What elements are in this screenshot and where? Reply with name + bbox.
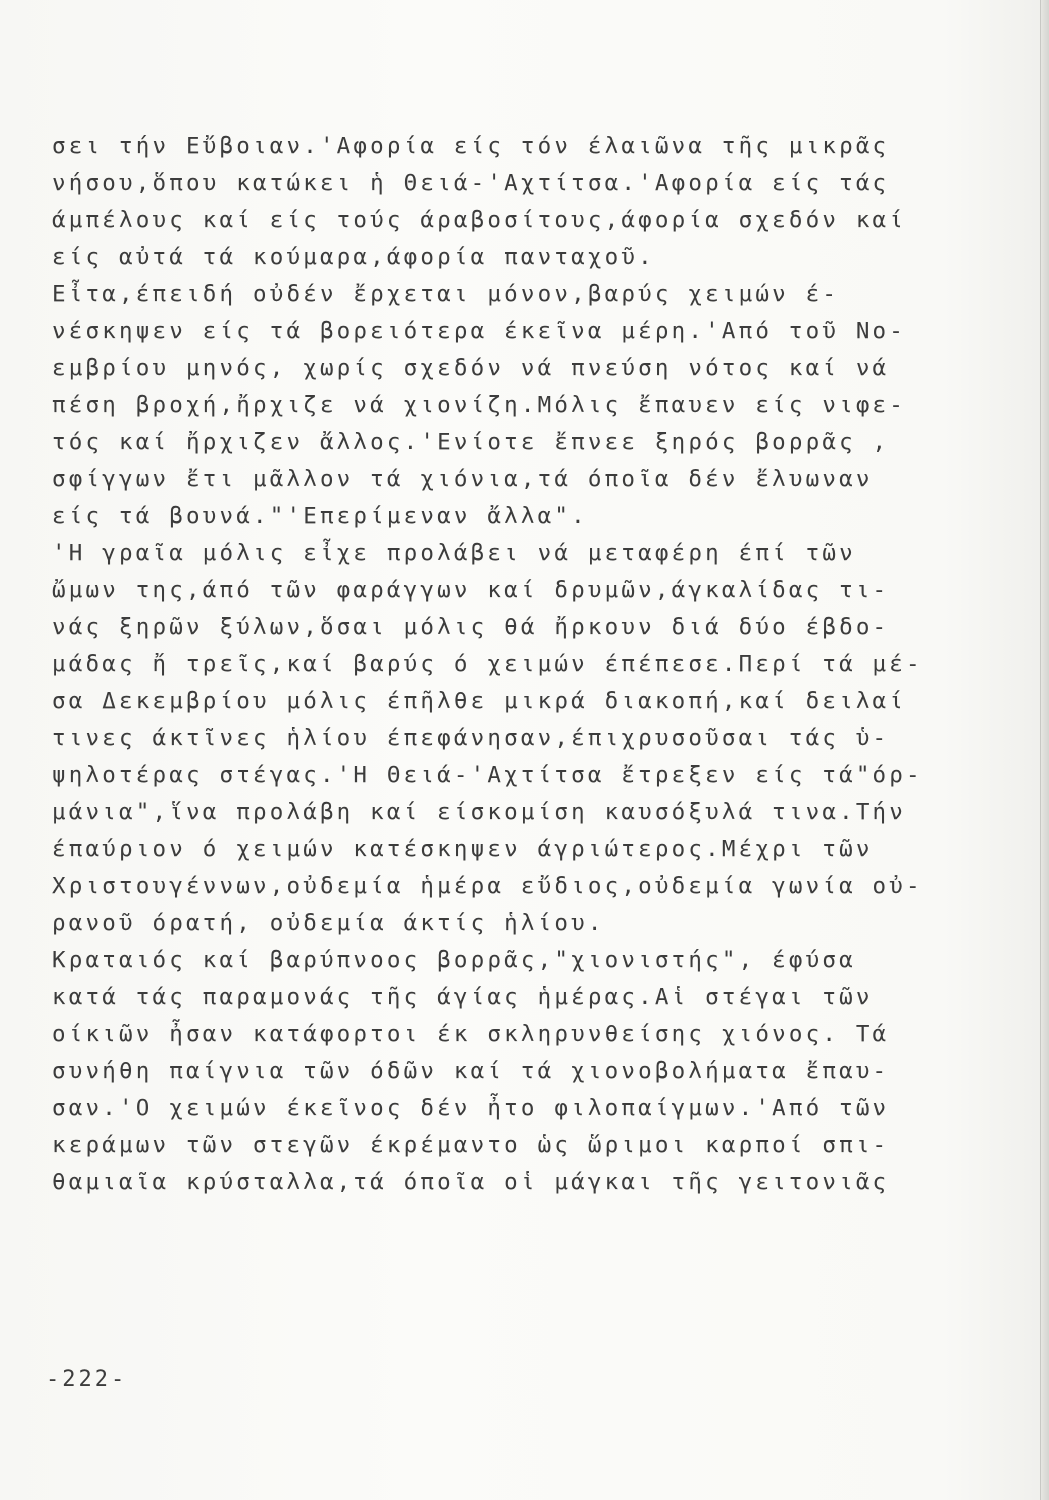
- text-line: ψηλοτέρας στέγας.'Η Θειά-'Αχτίτσα ἔτρεξεν είς τά"όρ-: [52, 762, 923, 788]
- text-line: οίκιῶν ἦσαν κατάφορτοι έκ σκληρυνθείσης χιόνος. Τά: [52, 1021, 890, 1047]
- page-edge-shadow: [1040, 0, 1049, 1500]
- text-line: είς αὐτά τά κούμαρα,άφορία πανταχοῦ.: [52, 244, 655, 270]
- text-line: άμπέλους καί είς τούς άραβοσίτους,άφορία σχεδόν καί: [52, 207, 907, 233]
- text-line: είς τά βουνά."'Επερίμεναν ἄλλα".: [52, 503, 588, 529]
- text-line: πέση βροχή,ἤρχιζε νά χιονίζη.Μόλις ἔπαυεν είς νιφε-: [52, 392, 907, 418]
- text-line: ρανοῦ όρατή, οὐδεμία άκτίς ἡλίου.: [52, 910, 605, 936]
- text-line: σφίγγων ἔτι μᾶλλον τά χιόνια,τά όποῖα δέν ἔλυωναν: [52, 466, 873, 492]
- text-line: σα Δεκεμβρίου μόλις έπῆλθε μικρά διακοπή,καί δειλαί: [52, 688, 907, 714]
- typewritten-text-block: [52, 128, 952, 1201]
- text-line: μάδας ἤ τρεῖς,καί βαρύς ό χειμών έπέπεσε.Περί τά μέ-: [52, 651, 923, 677]
- text-line: 'Η γραῖα μόλις εἶχε προλάβει νά μεταφέρη έπί τῶν: [52, 540, 856, 566]
- text-line: τός καί ἤρχιζεν ἄλλος.'Ενίοτε ἔπνεε ξηρός βορρᾶς ,: [52, 429, 890, 455]
- text-line: κατά τάς παραμονάς τῆς άγίας ἡμέρας.Αἱ στέγαι τῶν: [52, 984, 873, 1010]
- text-line: θαμιαῖα κρύσταλλα,τά όποῖα οἱ μάγκαι τῆς γειτονιᾶς: [52, 1169, 890, 1195]
- text-line: εμβρίου μηνός, χωρίς σχεδόν νά πνεύση νότος καί νά: [52, 355, 890, 381]
- text-line: Χριστουγέννων,οὐδεμία ἡμέρα εὔδιος,οὐδεμία γωνία οὐ-: [52, 873, 923, 899]
- text-line: συνήθη παίγνια τῶν όδῶν καί τά χιονοβολήματα ἔπαυ-: [52, 1058, 890, 1084]
- text-line: νήσου,ὅπου κατώκει ἡ Θειά-'Αχτίτσα.'Αφορία είς τάς: [52, 170, 890, 196]
- text-line: κεράμων τῶν στεγῶν έκρέμαντο ὡς ὥριμοι καρποί σπι-: [52, 1132, 890, 1158]
- text-line: Εἶτα,έπειδή οὐδέν ἔρχεται μόνον,βαρύς χειμών έ-: [52, 281, 840, 307]
- text-line: σει τήν Εὔβοιαν.'Αφορία είς τόν έλαιῶνα τῆς μικρᾶς: [52, 133, 890, 159]
- text-line: ὤμων της,άπό τῶν φαράγγων καί δρυμῶν,άγκαλίδας τι-: [52, 577, 890, 603]
- text-line: τινες άκτῖνες ἡλίου έπεφάνησαν,έπιχρυσοῦσαι τάς ὑ-: [52, 725, 890, 751]
- text-line: Κραταιός καί βαρύπνοος βορρᾶς,"χιονιστής", έφύσα: [52, 947, 856, 973]
- text-line: έπαύριον ό χειμών κατέσκηψεν άγριώτερος.Μέχρι τῶν: [52, 836, 873, 862]
- text-line: νέσκηψεν είς τά βορειότερα έκεῖνα μέρη.'Από τοῦ Νο-: [52, 318, 907, 344]
- text-line: μάνια",ἵνα προλάβη καί είσκομίση καυσόξυλά τινα.Τήν: [52, 799, 907, 825]
- page-number: -222-: [46, 1367, 128, 1392]
- text-line: νάς ξηρῶν ξύλων,ὅσαι μόλις θά ἤρκουν διά δύο έβδο-: [52, 614, 890, 640]
- text-line: σαν.'Ο χειμών έκεῖνος δέν ἦτο φιλοπαίγμων.'Από τῶν: [52, 1095, 890, 1121]
